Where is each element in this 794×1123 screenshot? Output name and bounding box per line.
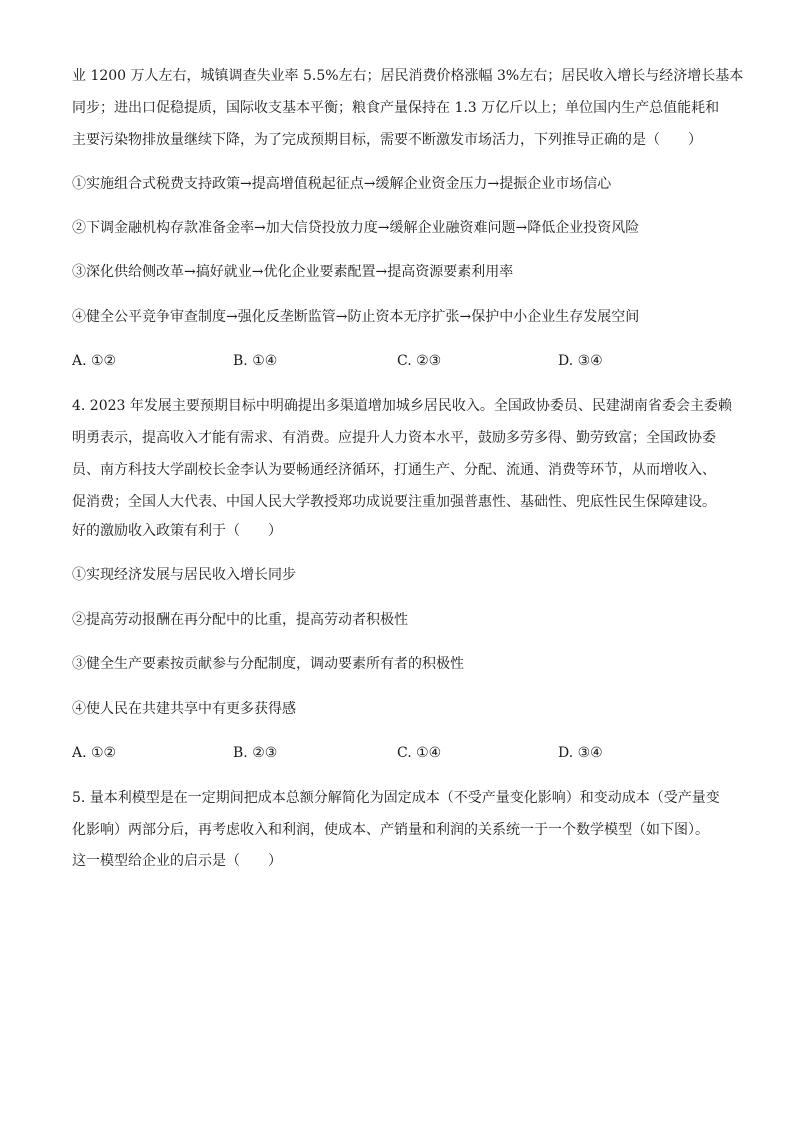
q3-item-3: ③深化供给侧改革→搞好就业→优化企业要素配置→提高资源要素利用率 [72, 264, 514, 280]
q4-item-4: ④使人民在共建共享中有更多获得感 [72, 701, 296, 717]
q4-option-c[interactable]: C. ①④ [397, 745, 442, 761]
q4-item-3: ③健全生产要素按贡献参与分配制度，调动要素所有者的积极性 [72, 656, 464, 672]
q3-option-a[interactable]: A. ①② [72, 353, 117, 369]
q5-stem-line: 这一模型给企业的启示是（ ） [72, 853, 282, 869]
q3-stem-line: 业 1200 万人左右，城镇调查失业率 5.5%左右；居民消费价格涨幅 3%左右；居民收入增长与经济增长基本 [72, 68, 744, 84]
q4-option-b[interactable]: B. ②③ [233, 745, 278, 761]
q4-stem-line: 促消费；全国人大代表、中国人民大学教授郑功成说要注重加强普惠性、基础性、兜底性民生保障建设。 [72, 494, 716, 510]
q3-option-d[interactable]: D. ③④ [558, 353, 603, 369]
q4-option-a[interactable]: A. ①② [72, 745, 117, 761]
q4-stem-line: 好的激励收入政策有利于（ ） [72, 523, 282, 539]
q4-stem-line: 员、南方科技大学副校长金李认为要畅通经济循环，打通生产、分配、流通、消费等环节，从而增收入、 [72, 462, 716, 478]
q5-stem-line: 5. 量本利模型是在一定期间把成本总额分解简化为固定成本（不受产量变化影响）和变动成本（受产量变 [72, 790, 720, 806]
q3-option-b[interactable]: B. ①④ [233, 353, 278, 369]
q3-item-2: ②下调金融机构存款准备金率→加大信贷投放力度→缓解企业融资难问题→降低企业投资风险 [72, 220, 640, 236]
q3-stem-line: 主要污染物排放量继续下降，为了完成预期目标，需要不断激发市场活力，下列推导正确的是（ ） [72, 132, 702, 148]
q3-item-4: ④健全公平竞争审查制度→强化反垄断监管→防止资本无序扩张→保护中小企业生存发展空间 [72, 309, 640, 325]
q4-option-d[interactable]: D. ③④ [558, 745, 603, 761]
q3-stem-line: 同步；进出口促稳提质，国际收支基本平衡；粮食产量保持在 1.3 万亿斤以上；单位国内生产总值能耗和 [72, 100, 720, 116]
q3-option-c[interactable]: C. ②③ [397, 353, 442, 369]
q4-item-1: ①实现经济发展与居民收入增长同步 [72, 567, 296, 583]
q3-item-1: ①实施组合式税费支持政策→提高增值税起征点→缓解企业资金压力→提振企业市场信心 [72, 176, 612, 192]
q4-item-2: ②提高劳动报酬在再分配中的比重，提高劳动者积极性 [72, 612, 408, 628]
q5-stem-line: 化影响）两部分后，再考虑收入和利润，使成本、产销量和利润的关系统一于一个数学模型（如下图）。 [72, 822, 709, 838]
q4-stem-line: 4. 2023 年发展主要预期目标中明确提出多渠道增加城乡居民收入。全国政协委员、民建湖南省委会主委赖 [72, 398, 732, 414]
q4-stem-line: 明勇表示，提高收入才能有需求、有消费。应提升人力资本水平，鼓励多劳多得、勤劳致富；全国政协委 [72, 430, 716, 446]
